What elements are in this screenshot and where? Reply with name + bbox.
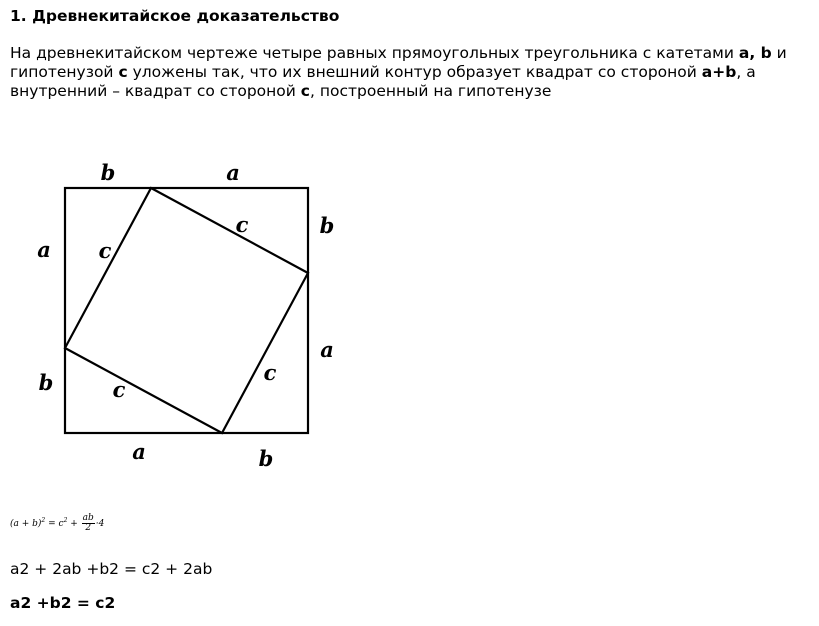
label-right-b: b [319,213,335,238]
intro-hypotenuse: c [118,63,128,81]
intro-paragraph [10,44,810,101]
label-c-lower-left: c [112,377,126,402]
inner-square [65,188,308,433]
label-c-upper-left: c [98,238,112,263]
label-c-upper-right: c [235,212,249,237]
label-left-a: a [37,237,51,262]
proof-diagram [28,158,348,478]
intro-inner-side: c [300,82,310,100]
intro-text-4: , а внутренний – квадрат со стороной [10,63,756,100]
label-bottom-b: b [258,446,274,471]
label-top-b: b [100,160,116,185]
intro-text-2: и гипотенузой [10,44,787,81]
formula-fraction [82,514,95,533]
equation-result: a2 +b2 = c2 [10,594,116,612]
intro-text-5: , построенный на гипотенузе [309,82,552,100]
intro-text-1: На древнекитайском чертеже четыре равных прямоугольных треугольника с катетами [10,44,739,62]
formula-fraction-denominator: 2 [85,523,92,533]
label-left-b: b [38,370,54,395]
formula-fraction-numerator: ab [82,513,94,523]
formula-equals: = c [45,519,64,529]
label-right-a: a [320,337,334,362]
label-c-lower-right: c [263,360,277,385]
outer-square [65,188,308,433]
intro-text-3: уложены так, что их внешний контур образует квадрат со стороной [127,63,702,81]
formula-lhs: (a + b) [10,519,42,529]
proof-diagram-svg [28,158,348,478]
section-heading: 1. Древнекитайское доказательство [10,7,340,25]
formula-lhs-exponent: 2 [41,517,46,524]
equation-expanded: a2 + 2ab +b2 = c2 + 2ab [10,560,213,578]
formula-plus: + [67,519,81,529]
label-bottom-a: a [132,439,146,464]
area-formula [10,514,104,544]
formula-rhs-exponent: 2 [63,517,68,524]
formula-times-four: ·4 [95,519,105,529]
intro-outer-side: a+b [701,63,737,81]
label-top-a: a [226,160,240,185]
intro-legs: a, b [738,44,772,62]
